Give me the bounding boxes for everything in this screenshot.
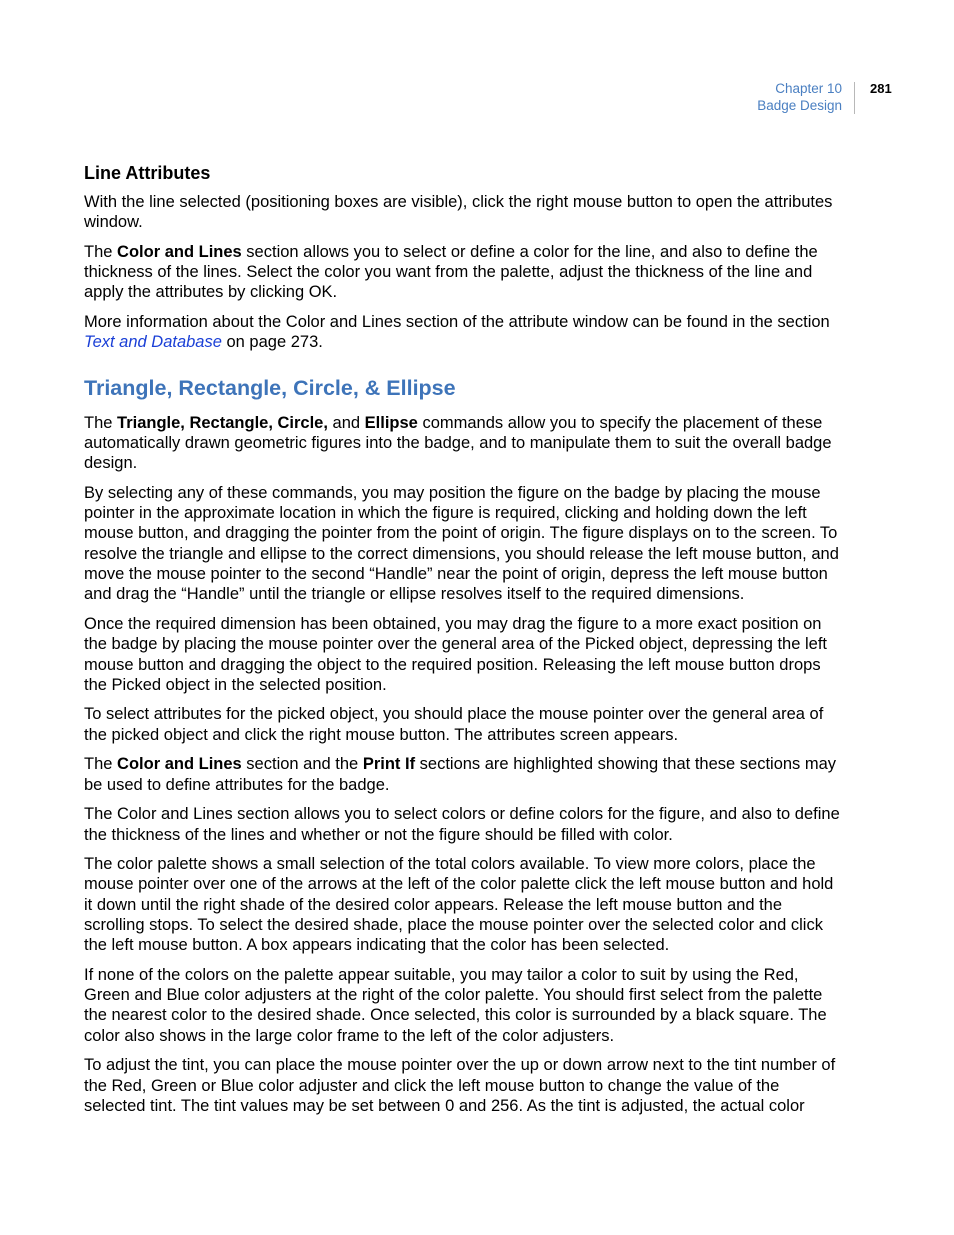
bold-term: Ellipse xyxy=(364,413,418,432)
shapes-paragraph-8: If none of the colors on the palette appear suitable, you may tailor a color to suit by using the Red, Green and Blue color adjusters at the right of the color palette. You should first select from the palette the nearest color to the desired shade. Once selected, this color is surrounded by a black square. The color also shows in the large color frame to the left of the color adjusters. xyxy=(84,965,827,1045)
page-number: 281 xyxy=(870,81,892,96)
page-body xyxy=(84,162,844,1126)
shapes-paragraph-4: To select attributes for the picked object, you should place the mouse pointer over the general area of the picked object and click the right mouse button. The attributes screen appears. xyxy=(84,705,824,744)
text-and-database-link[interactable]: Text and Database xyxy=(84,333,222,352)
chapter-title: Badge Design xyxy=(757,98,842,113)
header-divider xyxy=(854,82,855,114)
line-attributes-paragraph-3: More information about the Color and Lines section of the attribute window can be found in the section Text and Database on page 273. xyxy=(84,313,830,352)
line-attributes-paragraph-2: The Color and Lines section allows you to select or define a color for the line, and also to define the thickness of the lines. Select the color you want from the palette, adjust the thickness of the line and apply the attributes by clicking OK. xyxy=(84,242,818,302)
bold-term: Color and Lines xyxy=(117,755,242,774)
running-header xyxy=(700,80,900,114)
shapes-paragraph-3: Once the required dimension has been obtained, you may drag the figure to a more exact position on the badge by placing the mouse pointer over the general area of the Picked object, depressing the left mouse button and dragging the object to the required position. Releasing the left mouse button drops the Picked object in the selected position. xyxy=(84,614,827,694)
shapes-paragraph-1: The Triangle, Rectangle, Circle, and Ellipse commands allow you to specify the placement of these automatically drawn geometric figures into the badge, and to manipulate them to suit the overall badge design. xyxy=(84,413,832,473)
shapes-paragraph-6: The Color and Lines section allows you to select colors or define colors for the figure, and also to define the thickness of the lines and whether or not the figure should be filled with color. xyxy=(84,805,840,844)
chapter-label xyxy=(757,80,842,114)
chapter-number: Chapter 10 xyxy=(775,81,842,96)
shapes-section-title: Triangle, Rectangle, Circle, & Ellipse xyxy=(84,375,456,400)
bold-term: Triangle, Rectangle, Circle, xyxy=(117,413,328,432)
bold-term: Color and Lines xyxy=(117,242,242,261)
shapes-paragraph-5: The Color and Lines section and the Print If sections are highlighted showing that these sections may be used to define attributes for the badge. xyxy=(84,755,837,794)
shapes-paragraph-2: By selecting any of these commands, you may position the figure on the badge by placing the mouse pointer in the approximate location in which the figure is required, clicking and holding down the left mouse button, and dragging the pointer from the point of origin. The figure displays on to the screen. To resolve the triangle and ellipse to the correct dimensions, you should release the left mouse button, and move the mouse pointer to the second “Handle” near the point of origin, depress the left mouse button and drag the “Handle” until the triangle or ellipse resolves itself to the required dimensions. xyxy=(84,483,839,604)
shapes-paragraph-9: To adjust the tint, you can place the mouse pointer over the up or down arrow next to the tint number of the Red, Green or Blue color adjuster and click the left mouse button to change the value of the selected tint. The tint values may be set between 0 and 256. As the tint is adjusted, the actual color xyxy=(84,1056,836,1115)
line-attributes-paragraph-1: With the line selected (positioning boxes are visible), click the right mouse button to open the attributes window. xyxy=(84,193,833,232)
shapes-paragraph-7: The color palette shows a small selection of the total colors available. To view more colors, place the mouse pointer over one of the arrows at the left of the color palette click the left mouse button and hold it down until the right shade of the desired color appears. Release the left mouse button and the scrolling stops. To select the desired shade, place the mouse pointer over the selected color and click the left mouse button. A box appears indicating that the color has been selected. xyxy=(84,855,834,955)
line-attributes-heading: Line Attributes xyxy=(84,163,211,183)
bold-term: Print If xyxy=(362,755,416,774)
